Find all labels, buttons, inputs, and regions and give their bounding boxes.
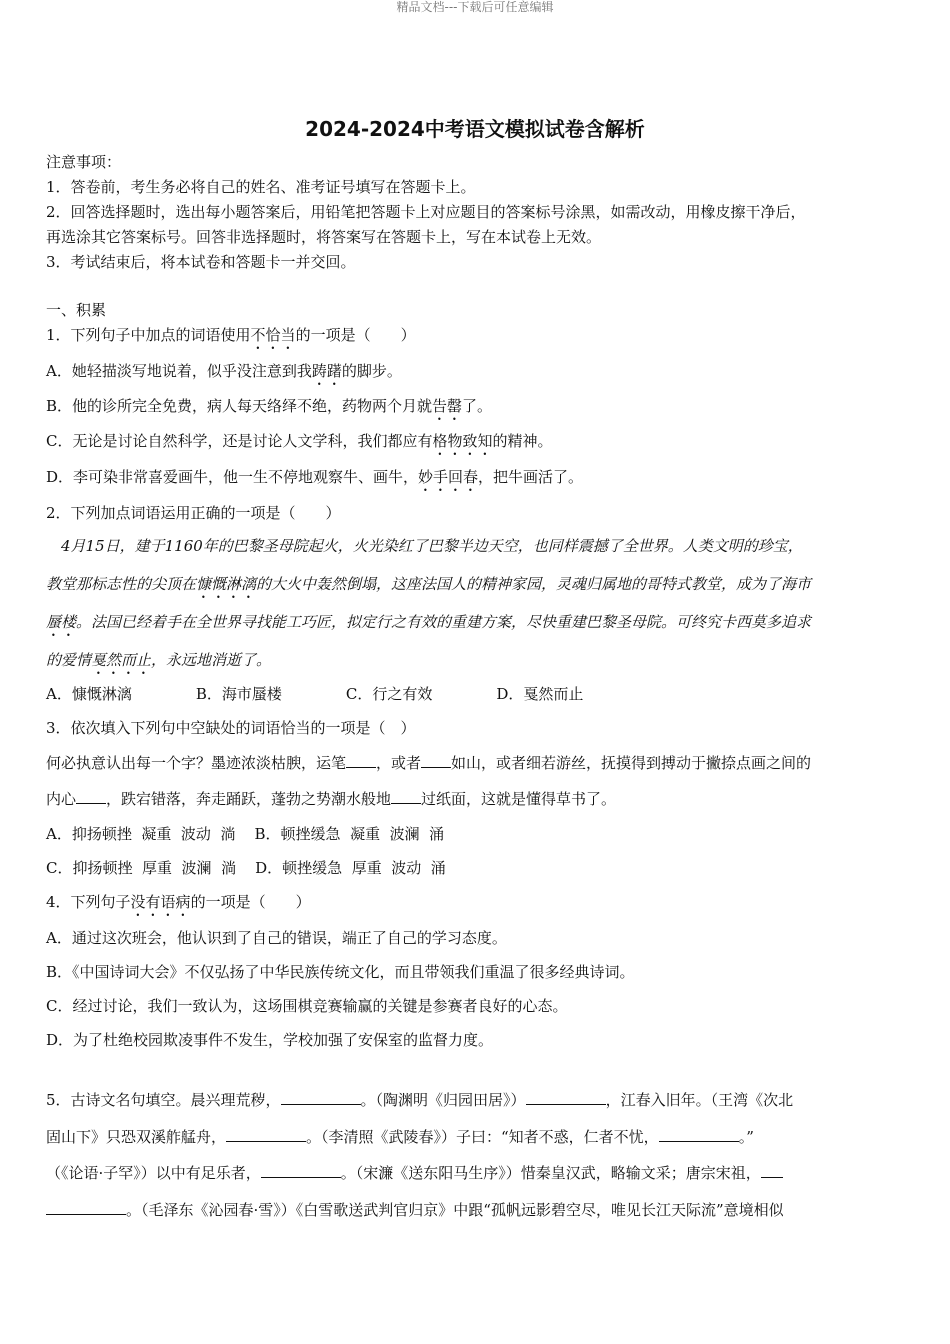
passage-text: 的大火中轰然倒塌，这座法国人的精神家园，灵魂归属地的哥特式教堂，成为了海市 <box>256 575 812 593</box>
text: ，或者 <box>376 754 422 772</box>
stem-text: 的一项是（ ） <box>295 326 416 344</box>
question-1-stem <box>46 324 904 353</box>
question-1-option-c <box>46 430 904 459</box>
passage-text: 4月15日，建于1160年的巴黎圣母院起火，火光染红了巴黎半边天空，也同样震撼了全世界。人类文明的珍宝， <box>46 537 803 555</box>
text: 。（毛泽东《沁园春·雪》）《白雪歌送武判官归京》中跟“孤帆远影碧空尽，唯见长江天际流”意境相似 <box>126 1201 784 1219</box>
question-4-option-c: C．经过讨论，我们一致认为，这场围棋竞赛输赢的关键是参赛者良好的心态。 <box>46 997 568 1015</box>
blank <box>226 1141 306 1142</box>
option-text: 的精神。 <box>492 432 553 450</box>
dotted-word: 蜃楼 <box>46 613 77 631</box>
text: 过纸面，这就是懂得草书了。 <box>421 790 617 808</box>
question-3-stem: 3．依次填入下列句中空缺处的词语恰当的一项是（ ） <box>46 719 416 737</box>
stem-text: 4．下列句子 <box>46 893 131 911</box>
text: 固山下》只恐双溪舴艋舟， <box>46 1128 227 1146</box>
option-text: ，把牛画活了。 <box>478 468 584 486</box>
option-text: 了。 <box>462 397 493 415</box>
notice-item: 2．回答选择题时，选出每小题答案后，用铅笔把答题卡上对应题目的答案标号涂黑，如需改动，用橡皮擦干净后， <box>46 203 806 221</box>
question-5-line <box>46 1126 904 1148</box>
passage-text: 教堂那标志性的尖顶在 <box>46 575 197 593</box>
blank <box>391 803 421 804</box>
blank <box>761 1177 783 1178</box>
question-5-line <box>46 1199 904 1221</box>
text: 。（李清照《武陵春》）子曰：“知者不惑，仁者不忧， <box>306 1128 659 1146</box>
question-4-option-b: B．《中国诗词大会》不仅弘扬了中华民族传统文化，而且带领我们重温了很多经典诗词。 <box>46 963 635 981</box>
section-heading: 一、积累 <box>46 301 107 319</box>
text: ，江春入旧年。（王湾《次北 <box>605 1091 794 1109</box>
question-4-stem <box>46 891 904 920</box>
option-text: C．无论是讨论自然科学，还是讨论人文学科，我们都应有 <box>46 432 433 450</box>
passage-text: 。法国已经着手在全世界寻找能工巧匠，拟定行之有效的重建方案，尽快重建巴黎圣母院。可终究卡西莫多追求 <box>76 613 812 631</box>
question-1-option-a <box>46 360 904 389</box>
dotted-word: 妙手回春 <box>418 468 479 486</box>
notice-item: 1．答卷前，考生务必将自己的姓名、准考证号填写在答题卡上。 <box>46 178 476 196</box>
text: 内心 <box>46 790 77 808</box>
blank <box>76 803 106 804</box>
question-2-passage <box>46 527 904 679</box>
option-b: B．海市蜃楼 <box>195 685 282 703</box>
blank <box>421 767 451 768</box>
passage-line <box>46 603 904 641</box>
option-a: A．慷慨淋漓 <box>46 685 132 703</box>
question-5-line <box>46 1089 904 1111</box>
option-text: B．他的诊所完全免费，病人每天络绎不绝，药物两个月就 <box>46 397 433 415</box>
option-text: 的脚步。 <box>341 362 402 380</box>
text: 如山，或者细若游丝，抚摸得到搏动于撇捺点画之间的 <box>451 754 812 772</box>
question-2-options <box>46 683 904 705</box>
notice-item: 再选涂其它答案标号。回答非选择题时，将答案写在答题卡上，写在本试卷上无效。 <box>46 228 602 246</box>
question-3-options-line: A．抑扬顿挫 凝重 波动 淌 B．顿挫缓急 凝重 波澜 涌 <box>46 825 445 843</box>
dotted-word: 不恰当 <box>250 326 296 344</box>
text: （《论语·子罕》）以中有足乐者， <box>46 1164 261 1182</box>
text: 5．古诗文名句填空。晨兴理荒秽， <box>46 1091 281 1109</box>
page-title: 2024-2024中考语文模拟试卷含解析 <box>305 117 645 141</box>
question-3-text-line <box>46 752 904 774</box>
option-text: D．李可染非常喜爱画牛，他一生不停地观察牛、画牛， <box>46 468 419 486</box>
dotted-word: 告罄 <box>432 397 463 415</box>
question-2-stem: 2．下列加点词语运用正确的一项是（ ） <box>46 504 341 522</box>
blank <box>659 1141 739 1142</box>
question-4-option-d: D．为了杜绝校园欺凌事件不发生，学校加强了安保室的监督力度。 <box>46 1031 494 1049</box>
stem-text: 的一项是（ ） <box>190 893 311 911</box>
question-3-text-line <box>46 788 904 810</box>
passage-line <box>46 565 904 603</box>
watermark: 精品文档---下载后可任意编辑 <box>396 0 554 14</box>
dotted-word: 踌躇 <box>311 362 342 380</box>
dotted-word: 格物致知 <box>432 432 493 450</box>
blank <box>46 1214 126 1215</box>
text: 。（宋濂《送东阳马生序》）惜秦皇汉武，略输文采；唐宗宋祖， <box>340 1164 761 1182</box>
option-d: D．戛然而止 <box>496 685 584 703</box>
dotted-word: 没有语病 <box>130 893 191 911</box>
question-3-options-line: C．抑扬顿挫 厚重 波澜 淌 D．顿挫缓急 厚重 波动 涌 <box>46 859 446 877</box>
stem-text: 1．下列句子中加点的词语使用 <box>46 326 251 344</box>
question-4-option-a: A．通过这次班会，他认识到了自己的错误，端正了自己的学习态度。 <box>46 929 507 947</box>
passage-line <box>46 641 904 679</box>
question-1-option-b <box>46 395 904 424</box>
notice-section <box>46 150 904 275</box>
blank <box>526 1104 606 1105</box>
text: 。” <box>738 1128 754 1146</box>
passage-line <box>46 527 904 565</box>
passage-text: 的爱情 <box>46 651 92 669</box>
text: ，跌宕错落，奔走踊跃，蓬勃之势潮水般地 <box>106 790 392 808</box>
blank <box>261 1177 341 1178</box>
option-c: C．行之有效 <box>345 685 433 703</box>
question-5-line <box>46 1162 904 1184</box>
notice-item: 3．考试结束后，将本试卷和答题卡一并交回。 <box>46 253 356 271</box>
text: 。（陶渊明《归园田居》） <box>360 1091 526 1109</box>
dotted-word: 慷慨淋漓 <box>196 575 257 593</box>
option-text: A．她轻描淡写地说着，似乎没注意到我 <box>46 362 312 380</box>
notice-heading: 注意事项： <box>46 153 122 171</box>
text: 何必执意认出每一个字？墨迹浓淡枯腴，运笔 <box>46 754 347 772</box>
blank <box>346 767 376 768</box>
dotted-word: 戛然而止 <box>91 651 152 669</box>
question-1-option-d <box>46 466 904 495</box>
blank <box>281 1104 361 1105</box>
passage-text: ，永远地消逝了。 <box>151 651 272 669</box>
